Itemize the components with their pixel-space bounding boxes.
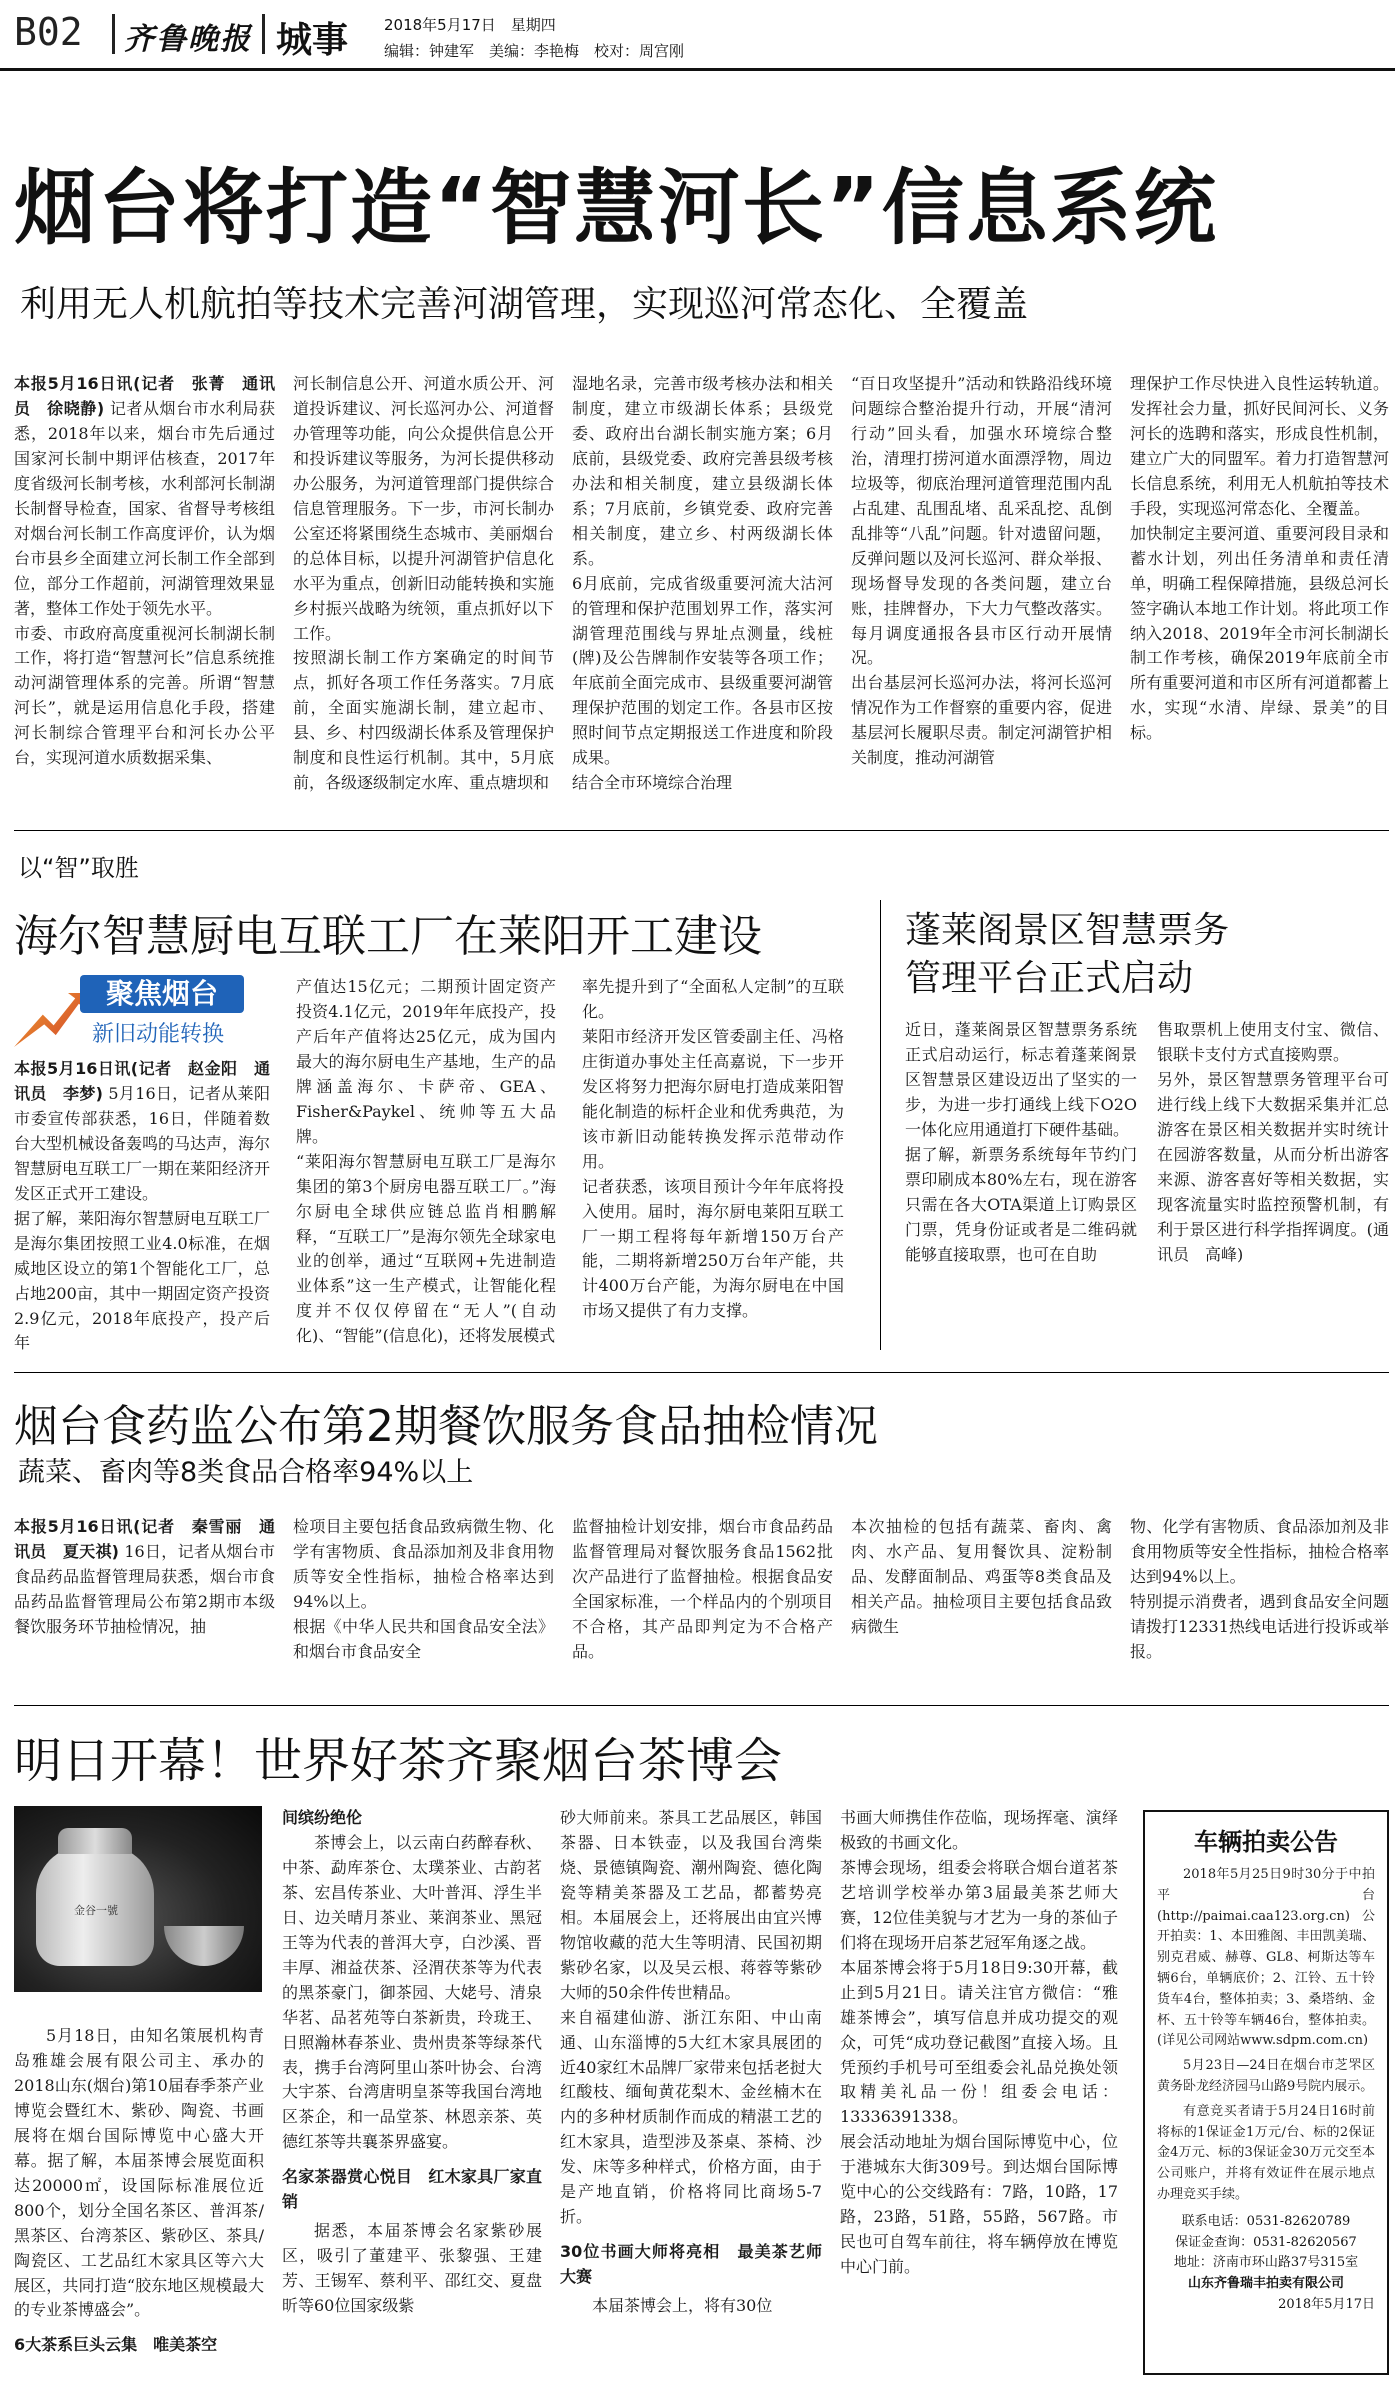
- story1-col-5: 理保护工作尽快进入良性运转轨道。发挥社会力量，抓好民间河长、义务河长的选聘和落实，形成良性机制，建立广大的同盟军。着力打造智慧河长信息系统，利用无人机航拍等技术手段，实现巡河常态化、全覆盖。 加快制定主要河道、重要河段目录和蓄水计划，列出任务清单和责任清单，明确工程保障措施，县级总河长签字确认本地工作计划。将此项工作纳入2018、2019年全市河长制湖长制工作考核，确保2019年底前全市所有重要河道和市区所有河道都蓄上水，实现“水清、岸绿、景美”的目标。: [1130, 374, 1389, 743]
- auction-phone: 联系电话：0531-82620789: [1181, 2213, 1351, 2229]
- story5-col2-sub: 名家茶器赏心悦目 红木家具厂家直销: [282, 2167, 542, 2212]
- story5-col-2: [282, 1806, 542, 2366]
- story3-col-1: 近日，蓬莱阁景区智慧票务系统正式启动运行，标志着蓬莱阁景区智慧景区建设迈出了坚实的一步，为进一步打通线上线下O2O一体化应用通道打下硬件基础。 据了解，新票务系统每年节约门票印刷成本80%左右，现在游客只需在各大OTA渠道上订购景区门票，凭身份证或者是二维码就能够直接取票，也可在自助: [905, 1020, 1137, 1264]
- story5-col2-b: 据悉，本届茶博会名家紫砂展区，吸引了董建平、张黎强、王建芳、王锡军、蔡利平、邵红交、夏盘昕等60位国家级紫: [282, 2221, 542, 2316]
- story1-dateline: 本报5月16日讯(记者 张菁 通讯员 徐晓静): [14, 374, 275, 418]
- top-rule: [0, 68, 1395, 71]
- auction-notice-body: 2018年5月25日9时30分于中拍平台(http://paimai.caa123.org.cn)公开拍卖：1、本田雅阁、丰田凯美瑞、别克君威、赫尊、GL8、柯斯达等车辆6台，单辆底价；2、江铃、五十铃货车4台，整体拍卖；3、桑塔纳、金杯、五十铃等车辆46台，整体拍卖。(详见公司网站www.sdpm.com.cn): [1157, 1867, 1375, 2049]
- masthead-divider: [262, 14, 265, 54]
- story5-body: [14, 1806, 1164, 2366]
- story2-kicker: 以“智”取胜: [18, 854, 139, 882]
- story2-headline: 海尔智慧厨电互联工厂在莱阳开工建设: [14, 911, 762, 962]
- auction-viewing: 5月23日—24日在烟台市芝罘区黄务卧龙经济园马山路9号院内展示。: [1157, 2058, 1375, 2094]
- story5-headline: 明日开幕！世界好茶齐聚烟台茶博会: [14, 1733, 783, 1789]
- story1-headline: 烟台将打造“智慧河长”信息系统: [14, 161, 1218, 256]
- tea-jar-label: 金谷一號: [74, 1904, 118, 1917]
- story4-col-2: 检项目主要包括食品致病微生物、化学有害物质、食品添加剂及非食用物质等安全性指标，抽检合格率达到94%以上。 根据《中华人民共和国食品安全法》和烟台市食品安全: [293, 1517, 554, 1661]
- story2-col-text: 5月16日，记者从莱阳市委宣传部获悉，16日，伴随着数台大型机械设备轰鸣的马达声，海尔智慧厨电互联工厂一期在莱阳经济开发区正式开工建设。 据了解，莱阳海尔智慧厨电互联工厂是海尔集团按照工业4.0标准，在烟威地区设立的第1个智能化工厂，总占地200亩，其中一期固定资产投资2.9亿元，2018年底投产，投产后年: [14, 1083, 270, 1353]
- story2-body: [14, 975, 860, 1355]
- story2-dateline: 本报5月16日讯(记者 赵金阳 通讯员 李梦): [14, 1059, 270, 1103]
- badge-subtitle: 新旧动能转换: [92, 1022, 225, 1047]
- story5-col2-a: 茶博会上，以云南白药醉春秋、中茶、勐库茶仓、太璞茶业、古韵茗茶、宏昌传茶业、大叶普洱、浮生半日、边关晴月茶业、莱润茶业、黑冠王等为代表的普洱大亨，白沙溪、晋丰厚、湘益茯茶、泾渭茯茶等为代表的黑茶豪门，御茶园、大姥号、清泉华茗、品茗苑等白茶新贵，玲珑王、日照瀚林春茶业、贵州贵茶等绿茶代表，携手台湾阿里山茶叶协会、台湾大宇茶、台湾唐明皇茶等我国台湾地区茶企，和一品堂茶、林恩亲茶、英德红茶等共襄茶界盛宴。: [282, 1832, 542, 2152]
- auction-deposit-phone: 保证金查询：0531-82620567: [1175, 2234, 1357, 2250]
- story5-col3: 砂大师前来。茶具工艺品展区，韩国茶器、日本铁壶，以及我国台湾柴烧、景德镇陶瓷、潮州陶瓷、德化陶瓷等精美茶器及工艺品，都蓄势亮相。本届展会上，还将展出由宜兴博物馆收藏的范大生等明清、民国初期紫砂名家，以及吴云根、蒋蓉等紫砂大师的50余件传世精品。 来自福建仙游、浙江东阳、中山南通、山东淄博的5大红木家具展团的近40家红木品牌厂家带来包括老挝大红酸枝、缅甸黄花梨木、金丝楠木在内的多种材质制作而成的精湛工艺的红木家具，造型涉及茶桌、茶椅、沙发、床等多种样式，价格方面，由于是产地直销，价格将同比商场5-7折。: [560, 1808, 822, 2227]
- story5-col3-b: 本届茶博会上，将有30位: [592, 2296, 773, 2316]
- auction-date: 2018年5月17日: [1278, 2296, 1375, 2312]
- auction-address: 地址：济南市环山路37号315室: [1173, 2255, 1359, 2271]
- editor-credits: 编辑：钟建军 美编：李艳梅 校对：周宫刚: [384, 42, 685, 60]
- divider: [14, 830, 1389, 831]
- story1-col-1: [14, 372, 275, 817]
- story3-headline-line1: 蓬莱阁景区智慧票务: [905, 910, 1230, 951]
- issue-date: 2018年5月17日 星期四: [384, 16, 556, 34]
- divider: [14, 1705, 1389, 1706]
- auction-company: 山东齐鲁瑞丰拍卖有限公司: [1187, 2276, 1344, 2292]
- story5-col-4: 书画大师携佳作莅临，现场挥毫、演绎极致的书画文化。 茶博会现场，组委会将联合烟台道茗茶艺培训学校举办第3届最美茶艺师大赛，12位佳美貌与才艺为一身的茶仙子们将在现场开启茶艺冠军角逐之战。 本届茶博会将于5月18日9:30开幕，截止到5月21日。请关注官方微信：“雅雄茶博会”，填写信息并成功提交的观众，可凭“成功登记截图”直接入场。且凭预约手机号可至组委会礼品兑换处领取精美礼品一份！组委会电话：13336391338。 展会活动地址为烟台国际博览中心，位于港城东大街309号。到达烟台国际博览中心的公交线路有：7路，10路，17路，23路，51路，55路，567路。市民也可自驾车前往，将车辆停放在博览中心门前。: [840, 1808, 1118, 2277]
- story4-col-3: 监督抽检计划安排，烟台市食品药品监督管理局对餐饮服务食品1562批次产品进行了监督抽检。根据食品安全国家标准，一个样品内的个别项目不合格，其产品即判定为不合格产品。: [572, 1517, 833, 1661]
- story5-col2-head: 间缤纷绝伦: [282, 1808, 363, 1827]
- vertical-divider: [880, 900, 881, 1350]
- story3-body: [905, 1018, 1389, 1353]
- story1-subhead: 利用无人机航拍等技术完善河湖管理，实现巡河常态化、全覆盖: [20, 284, 1029, 325]
- story1-body: [14, 372, 1389, 817]
- story2-col-2: 产值达15亿元；二期预计固定资产投资4.1亿元，2019年年底投产，投产后年产值将达25亿元，成为国内最大的海尔厨电生产基地，生产的品牌涵盖海尔、卡萨帝、GEA、Fisher&Paykel、统帅等五大品牌。 “莱阳海尔智慧厨电互联工厂是海尔集团的第3个厨房电器互联工厂。”海尔厨电全球供应链总监肖相鹏解释，“互联工厂”是海尔领先全球家电业的创举，通过“互联网+先进制造业体系”这一生产模式，让智能化程度并不仅仅停留在“无人”(自动化)、“智能”(信息化)，还将发展模式: [296, 977, 556, 1346]
- story4-col-5: 物、化学有害物质、食品添加剂及非食用物质等安全性指标，抽检合格率达到94%以上。 特别提示消费者，遇到食品安全问题请拨打12331热线电话进行投诉或举报。: [1130, 1517, 1389, 1661]
- auction-notice-box: [1143, 1810, 1389, 2375]
- story5-lead-sub: 6大茶系巨头云集 唯美茶空: [14, 2335, 218, 2355]
- story1-col-4: “百日攻坚提升”活动和铁路沿线环境问题综合整治提升行动，开展“清河行动”回头看，加强水环境综合整治，清理打捞河道水面漂浮物，周边垃圾等，彻底治理河道管理范围内乱占乱建、乱围乱堵、乱采乱挖、乱倒乱排等“八乱”问题。针对遗留问题，反弹问题以及河长巡河、群众举报、现场督导发现的各类问题，建立台账，挂牌督办，下大力气整改落实。每月调度通报各县市区行动开展情况。 出台基层河长巡河办法，将河长巡河情况作为工作督察的重要内容，促进基层河长履职尽责。制定河湖管护相关制度，推动河湖管: [851, 374, 1112, 768]
- story2-col-1: [14, 975, 270, 1355]
- story4-subhead: 蔬菜、畜肉等8类食品合格率94%以上: [18, 1457, 474, 1488]
- story4-col-1: [14, 1515, 275, 1700]
- story5-col-1: [14, 1806, 264, 2366]
- story3-col-2: 售取票机上使用支付宝、微信、银联卡支付方式直接购票。 另外，景区智慧票务管理平台可进行线上线下大数据采集并汇总游客在景区相关数据并实时统计在园游客数量，从而分析出游客来源、游客喜好等相关数据，实现客流量实时监控预警机制，有利于景区进行科学指挥调度。(通讯员 高峰): [1157, 1020, 1389, 1264]
- story4-col-text: 16日，记者从烟台市食品药品监督管理局获悉，烟台市食品药品监督管理局公布第2期市本级餐饮服务环节抽检情况，抽: [14, 1541, 275, 1636]
- story1-col-text: 记者从烟台市水利局获悉，2018年以来，烟台市先后通过国家河长制中期评估核查，2017年度省级河长制考核，水利部河长制湖长制督导检查，国家、省督导考核组对烟台河长制工作高度评价，认为烟台市县乡全面建立河长制工作全部到位，部分工作超前，河湖管理效果显著，整体工作处于领先水平。 市委、市政府高度重视河长制湖长制工作，将打造“智慧河长”信息系统推动河湖管理体系的完善。所谓“智慧河长”，就是运用信息化手段，搭建河长制综合管理平台和河长办公平台，实现河道水质数据采集、: [14, 398, 275, 768]
- story5-col-3: [560, 1806, 822, 2366]
- auction-registration: 有意竞买者请于5月24日16时前将标的1保证金1万元/台、标的2保证金4万元、标的3保证金30万元交至本公司账户，并将有效证件在展示地点办理竞买手续。: [1157, 2103, 1375, 2202]
- story5-lead: 5月18日，由知名策展机构青岛雅雄会展有限公司主、承办的2018山东(烟台)第10届春季茶产业博览会暨红木、紫砂、陶瓷、书画展将在烟台国际博览中心盛大开幕。据了解，本届茶博会展览面积达20000㎡，设国际标准展位近800个，划分全国名茶区、普洱茶/黑茶区、台湾茶区、紫砂区、茶具/陶瓷区、工艺品红木家具区等六大展区，共同打造“胶东地区规模最大的专业茶博盛会”。: [14, 2026, 264, 2320]
- story3-headline-line2: 管理平台正式启动: [905, 958, 1194, 999]
- badge-title: 聚焦烟台: [80, 975, 244, 1013]
- story4-headline: 烟台食药监公布第2期餐饮服务食品抽检情况: [14, 1401, 878, 1452]
- story1-col-2: 河长制信息公开、河道水质公开、河道投诉建议、河长巡河办公、河道督办管理等功能，向公众提供信息公开和投诉建议等服务，为河长提供移动办公服务，为河道管理部门提供综合信息管理服务。下一步，市河长制办公室还将紧围绕生态城市、美丽烟台的总体目标，以提升河湖管护信息化水平为重点，创新旧动能转换和实施乡村振兴战略为统领，重点抓好以下工作。 按照湖长制工作方案确定的时间节点，抓好各项工作任务落实。7月底前，全面实施湖长制，建立起市、县、乡、村四级湖长体系及管理保护制度和良性运行机制。其中，5月底前，各级逐级制定水库、重点塘坝和: [293, 374, 554, 793]
- story5-col3-sub: 30位书画大师将亮相 最美茶艺师大赛: [560, 2242, 822, 2287]
- masthead: [0, 0, 1395, 68]
- masthead-divider: [112, 14, 115, 54]
- paper-name-logo: 齐鲁晚报: [124, 22, 252, 57]
- story1-col-3: 湿地名录，完善市级考核办法和相关制度，建立市级湖长体系；县级党委、政府出台湖长制实施方案；6月底前，县级党委、政府完善县级考核办法和相关制度，建立县级湖长体系；7月底前，乡镇党委、政府完善相关制度，建立乡、村两级湖长体系。 6月底前，完成省级重要河流大沽河的管理和保护范围划界工作，落实河湖管理范围线与界址点测量，线桩(牌)及公告牌制作安装等各项工作；年底前全面完成市、县级重要河湖管理保护范围的划定工作。各县市区按照时间节点定期报送工作进度和阶段成果。 结合全市环境综合治理: [572, 374, 833, 793]
- story2-col-3: 率先提升到了“全面私人定制”的互联化。 莱阳市经济开发区管委副主任、冯格庄街道办事处主任高嘉说，下一步开发区将努力把海尔厨电打造成莱阳智能化制造的标杆企业和优秀典范，为该市新旧动能转换发挥示范带动作用。 记者获悉，该项目预计今年年底将投入使用。届时，海尔厨电莱阳互联工厂一期工程将每年新增150万台产能，二期将新增250万台年产能，共计400万台产能，为海尔厨电在中国市场又提供了有力支撑。: [582, 977, 844, 1321]
- auction-notice-title: 车辆拍卖公告: [1194, 1828, 1338, 1856]
- divider: [14, 1372, 1389, 1373]
- story4-dateline: 本报5月16日讯(记者 秦雪丽 通讯员 夏天祺): [14, 1517, 275, 1561]
- story4-body: [14, 1515, 1389, 1700]
- section-name: 城事: [276, 20, 349, 61]
- story4-col-4: 本次抽检的包括有蔬菜、畜肉、禽肉、水产品、复用餐饮具、淀粉制品、发酵面制品、鸡蛋等8类食品及相关产品。抽检项目主要包括食品致病微生: [851, 1517, 1112, 1636]
- page-number: B02: [14, 10, 83, 54]
